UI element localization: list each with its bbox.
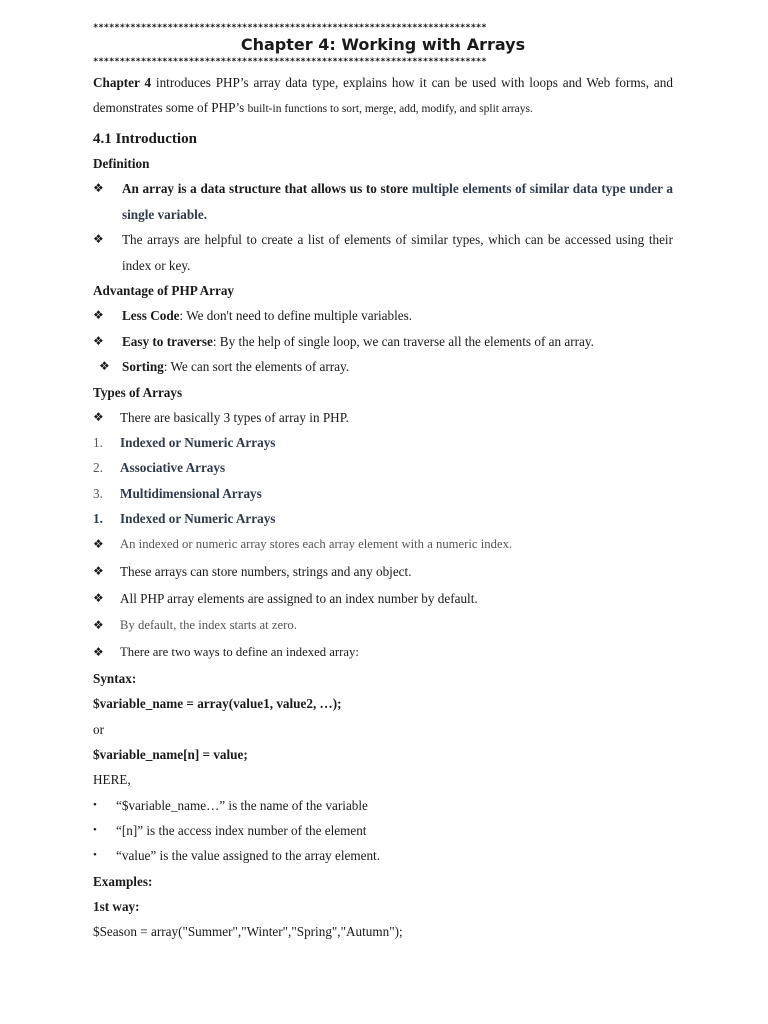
indexed-heading: 1. Indexed or Numeric Arrays: [93, 510, 276, 526]
advantage-item: ❖ Easy to traverse: By the help of single loop, we can traverse all the elements of an array.: [93, 329, 673, 355]
star-divider-bottom: **************************************************************************: [93, 57, 487, 67]
dot-bullet-icon: •: [93, 823, 97, 836]
diamond-bullet-icon: ❖: [93, 591, 104, 606]
dot-bullet-icon: •: [93, 798, 97, 811]
document-page: [93, 22, 673, 944]
indexed-bullet: ❖ By default, the index starts at zero.: [93, 612, 673, 639]
indexed-bullet: ❖ These arrays can store numbers, strings and any object.: [93, 558, 673, 585]
syntax-or: or: [93, 721, 104, 737]
advantage-item: ❖ Less Code: We don't need to define multiple variables.: [93, 303, 673, 329]
diamond-bullet-icon: ❖: [93, 232, 104, 246]
intro-text-small: built-in functions to sort, merge, add, modify, and split arrays.: [247, 103, 533, 115]
diamond-bullet-icon: ❖: [93, 564, 104, 579]
types-heading: Types of Arrays: [93, 384, 183, 400]
diamond-bullet-icon: ❖: [93, 308, 104, 322]
diamond-bullet-icon: ❖: [93, 645, 104, 660]
definition-bullet: ❖ An array is a data structure that allows us to store multiple elements of similar data type under a single variable.: [93, 176, 673, 227]
section-heading: 4.1 Introduction: [93, 131, 197, 147]
intro-lead: Chapter 4: [93, 75, 152, 90]
intro-paragraph: [93, 70, 673, 122]
types-list-item: 1. Indexed or Numeric Arrays: [93, 435, 276, 450]
types-list-item: 2. Associative Arrays: [93, 460, 226, 476]
first-way-heading: 1st way:: [93, 898, 140, 914]
syntax-here: HERE,: [93, 772, 131, 788]
example-code-line: $Season = array("Summer","Winter","Spring","Autumn");: [93, 924, 403, 940]
dot-bullet-icon: •: [93, 849, 97, 862]
syntax-line-2: $variable_name[n] = value;: [93, 747, 248, 763]
diamond-bullet-icon: ❖: [93, 618, 104, 633]
advantages-heading: Advantage of PHP Array: [93, 283, 235, 298]
diamond-bullet-icon: ❖: [93, 409, 104, 424]
definition-bullet: ❖ The arrays are helpful to create a list of elements of similar types, which can be accessed using their index or key.: [93, 227, 673, 278]
syntax-explanation-item: • “value” is the value assigned to the array element.: [93, 843, 673, 868]
syntax-explanation-item: • “$variable_name…” is the name of the variable: [93, 793, 673, 818]
diamond-bullet-icon: ❖: [93, 181, 104, 195]
types-intro-bullet: ❖ There are basically 3 types of array in PHP.: [93, 405, 673, 431]
diamond-bullet-icon: ❖: [93, 537, 104, 552]
indexed-bullet: ❖ All PHP array elements are assigned to an index number by default.: [93, 585, 673, 612]
indexed-bullet: ❖ An indexed or numeric array stores each array element with a numeric index.: [93, 531, 673, 558]
indexed-bullet: ❖ There are two ways to define an indexed array:: [93, 639, 673, 666]
types-list-item: 3. Multidimensional Arrays: [93, 485, 262, 501]
diamond-bullet-icon: ❖: [93, 333, 104, 348]
syntax-explanation-item: • “[n]” is the access index number of the element: [93, 818, 673, 843]
syntax-heading: Syntax:: [93, 671, 137, 687]
definition-heading: Definition: [93, 156, 150, 171]
star-divider-top: **************************************************************************: [93, 23, 487, 33]
chapter-title: Chapter 4: Working with Arrays: [240, 35, 526, 54]
syntax-line-1: $variable_name = array(value1, value2, …);: [93, 696, 342, 712]
diamond-bullet-icon: ❖: [99, 359, 110, 373]
examples-heading: Examples:: [93, 873, 153, 889]
intro-text: introduces PHP’s array data type, explains how it can be used with loops and Web forms, and demonstrates some of PHP’s: [93, 75, 673, 115]
advantage-item: ❖ Sorting: We can sort the elements of array.: [93, 354, 673, 380]
